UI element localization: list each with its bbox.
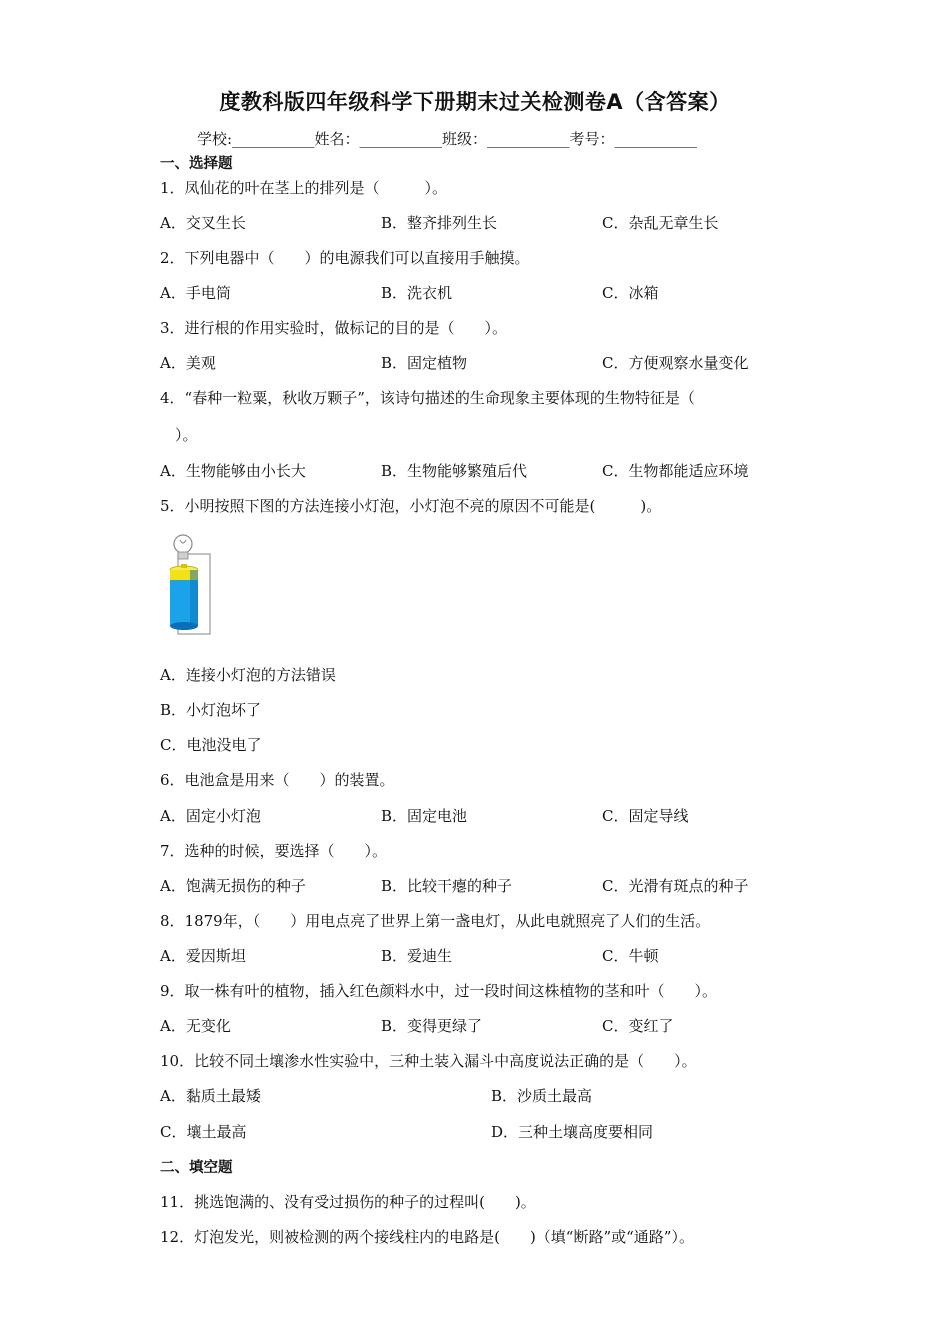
question-10: 10．比较不同土壤渗水性实验中，三种土装入漏斗中高度说法正确的是（ ）。: [160, 1052, 697, 1070]
q3-option-c: C．方便观察水量变化: [602, 354, 749, 372]
q6-option-a: A．固定小灯泡: [160, 807, 261, 825]
q1-option-c: C．杂乱无章生长: [602, 214, 719, 232]
q8-option-c: C．牛顿: [602, 947, 659, 965]
q8-option-b: B．爱迪生: [381, 947, 453, 965]
q9-option-c: C．变红了: [602, 1017, 674, 1035]
q5-option-b: B．小灯泡坏了: [160, 701, 262, 719]
q10-option-c: C．壤土最高: [160, 1123, 247, 1141]
question-2: 2．下列电器中（ ）的电源我们可以直接用手触摸。: [160, 249, 530, 267]
q7-option-b: B．比较干瘪的种子: [381, 877, 513, 895]
q10-option-d: D．三种土壤高度要相同: [491, 1123, 654, 1141]
question-3: 3．进行根的作用实验时，做标记的目的是（ ）。: [160, 319, 508, 337]
question-6: 6．电池盒是用来（ ）的装置。: [160, 771, 395, 789]
q3-option-b: B．固定植物: [381, 354, 468, 372]
q10-option-a: A．黏质土最矮: [160, 1087, 261, 1105]
q9-option-a: A．无变化: [160, 1017, 231, 1035]
question-4: 4．“春种一粒粟，秋收万颗子”，该诗句描述的生命现象主要体现的生物特征是（: [160, 389, 695, 407]
q7-option-a: A．饱满无损伤的种子: [160, 877, 306, 895]
q2-option-b: B．洗衣机: [381, 284, 453, 302]
question-7: 7．选种的时候，要选择（ ）。: [160, 842, 388, 860]
q5-option-c: C．电池没电了: [160, 736, 262, 754]
question-9: 9．取一株有叶的植物，插入红色颜料水中，过一段时间这株植物的茎和叶（ ）。: [160, 982, 718, 1000]
q8-option-a: A．爱因斯坦: [160, 947, 246, 965]
q4-option-c: C．生物都能适应环境: [602, 462, 749, 480]
question-12: 12．灯泡发光，则被检测的两个接线柱内的电路是( )（填“断路”或“通路”）。: [160, 1228, 694, 1246]
q7-option-c: C．光滑有斑点的种子: [602, 877, 749, 895]
bulb-icon: [174, 535, 192, 559]
q10-option-b: B．沙质土最高: [491, 1087, 593, 1105]
page-title: 度教科版四年级科学下册期末过关检测卷A（含答案）: [219, 90, 731, 114]
q1-option-a: A．交叉生长: [160, 214, 246, 232]
student-info-line: 学校:___________姓名：___________班级：___________考号：___________: [197, 130, 698, 148]
q6-option-b: B．固定电池: [381, 807, 468, 825]
q5-option-a: A．连接小灯泡的方法错误: [160, 666, 336, 684]
q4-option-a: A．生物能够由小长大: [160, 462, 306, 480]
question-5: 5．小明按照下图的方法连接小灯泡，小灯泡不亮的原因不可能是( )。: [160, 497, 662, 515]
battery-icon: [170, 564, 198, 630]
q3-option-a: A．美观: [160, 354, 216, 372]
q4-option-b: B．生物能够繁殖后代: [381, 462, 528, 480]
section-heading-fill: 二、填空题: [160, 1160, 233, 1176]
q1-option-b: B．整齐排列生长: [381, 214, 498, 232]
battery-bulb-figure: [160, 530, 220, 640]
section-heading-choice: 一、选择题: [160, 156, 233, 172]
q2-option-c: C．冰箱: [602, 284, 659, 302]
question-1: 1．凤仙花的叶在茎上的排列是（ ）。: [160, 179, 448, 197]
question-8: 8．1879年，（ ）用电点亮了世界上第一盏电灯，从此电就照亮了人们的生活。: [160, 912, 711, 930]
question-4-cont: ）。: [160, 426, 198, 444]
q9-option-b: B．变得更绿了: [381, 1017, 483, 1035]
question-11: 11．挑选饱满的、没有受过损伤的种子的过程叫( )。: [160, 1193, 536, 1211]
q6-option-c: C．固定导线: [602, 807, 689, 825]
q2-option-a: A．手电筒: [160, 284, 231, 302]
